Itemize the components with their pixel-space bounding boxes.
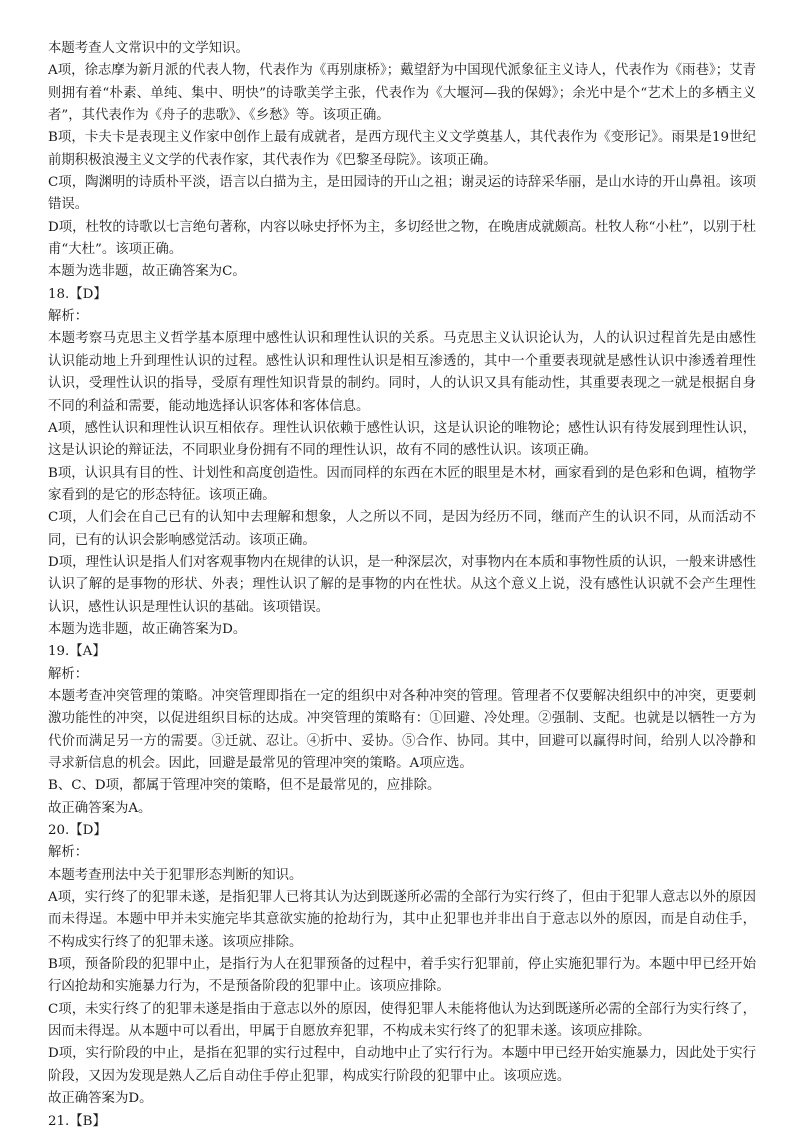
text-line: B项，预备阶段的犯罪中止，是指行为人在犯罪预备的过程中，着手实行犯罪前，停止实施犯罪行为。本题中甲已经开始行凶抢劫和实施暴力行为，不是预备阶段的犯罪中止。该项应排除。	[48, 957, 756, 995]
text-line: C项，人们会在自己已有的认知中去理解和想象，人之所以不同，是因为经历不同，继而产生的认识不同，从而活动不同，已有的认识会影响感觉活动。该项正确。	[48, 510, 756, 548]
text-line: D项，实行阶段的中止，是指在犯罪的实行过程中，自动地中止了实行行为。本题中甲已经开始实施暴力，因此处于实行阶段，又因为发现是熟人乙后自动住手停止犯罪，构成实行阶段的犯罪中止。该项应选。	[48, 1046, 756, 1084]
text-line: A项，实行终了的犯罪未遂，是指犯罪人已将其认为达到既遂所必需的全部行为实行终了，但由于犯罪人意志以外的原因而未得逞。本题中甲并未实施完毕其意欲实施的抢劫行为，其中止犯罪也并非出自于意志以外的原因，而是自动住手，不构成实行终了的犯罪未遂。该项应排除。	[48, 890, 756, 950]
text-line: 本题考察马克思主义哲学基本原理中感性认识和理性认识的关系。马克思主义认识论认为，人的认识过程首先是由感性认识能动地上升到理性认识的过程。感性认识和理性认识是相互渗透的，其中一个重要表现就是感性认识中渗透着理性认识，受理性认识的指导，受原有理性知识背景的制约。同时，人的认识又具有能动性，其重要表现之一就是根据自身不同的利益和需要，能动地选择认识客体和客体信息。	[48, 331, 756, 414]
question-number: 18.【D】	[48, 286, 107, 302]
text-line: B项，认识具有目的性、计划性和高度创造性。因而同样的东西在木匠的眼里是木材，画家看到的是色彩和色调，植物学家看到的是它的形态特征。该项正确。	[48, 465, 756, 503]
text-line: B项，卡夫卡是表现主义作家中创作上最有成就者，是西方现代主义文学奠基人，其代表作为《变形记》。雨果是19世纪前期积极浪漫主义文学的代表作家，其代表作为《巴黎圣母院》。该项正确。	[48, 130, 756, 168]
answer-line: 本题为选非题，故正确答案为C。	[48, 264, 246, 280]
text-line: D项，杜牧的诗歌以七言绝句著称，内容以咏史抒怀为主，多切经世之物，在晚唐成就颇高。杜牧人称“小杜”，以别于杜甫“大杜”。该项正确。	[48, 219, 756, 258]
text-line: A项，徐志摩为新月派的代表人物，代表作为《再别康桥》；戴望舒为中国现代派象征主义诗人，代表作为《雨巷》；艾青则拥有着“朴素、单纯、集中、明快”的诗歌美学主张，代表作为《大堰河—我的保姆》；余光中是个“艺术上的多栖主义者”，其代表作为《舟子的悲歌》、《乡愁》等。该项正确。	[48, 63, 756, 124]
question-number: 21.【B】	[48, 1113, 106, 1129]
text-line: 本题考查冲突管理的策略。冲突管理即指在一定的组织中对各种冲突的管理。管理者不仅要解决组织中的冲突，更要刺激功能性的冲突，以促进组织目标的达成。冲突管理的策略有：①回避、冷处理。②强制、支配。也就是以牺牲一方为代价而满足另一方的需要。③迁就、忍让。④折中、妥协。⑤合作、协同。其中，回避可以赢得时间，给别人以冷静和寻求新信息的机会。因此，回避是最常见的管理冲突的策略。A项应选。	[48, 688, 756, 771]
answer-line: 本题为选非题，故正确答案为D。	[48, 621, 247, 637]
text-line: 本题考查人文常识中的文学知识。	[48, 41, 249, 56]
question-number: 19.【A】	[48, 644, 106, 660]
answer-line: 故正确答案为A。	[48, 800, 152, 816]
text-line: A项，感性认识和理性认识互相依存。理性认识依赖于感性认识，这是认识论的唯物论；感性认识有待发展到理性认识，这是认识论的辩证法，不同职业身份拥有不同的理性认识，故有不同的感性认识。该项正确。	[48, 420, 756, 459]
text-line: 本题考查刑法中关于犯罪形态判断的知识。	[48, 867, 303, 883]
text-line: B、C、D项，都属于管理冲突的策略，但不是最常见的，应排除。	[48, 778, 441, 794]
analysis-label: 解析：	[48, 845, 89, 861]
analysis-label: 解析：	[48, 309, 89, 325]
analysis-label: 解析：	[48, 666, 89, 682]
answer-line: 故正确答案为D。	[48, 1091, 153, 1107]
text-line: C项，未实行终了的犯罪未遂是指由于意志以外的原因，使得犯罪人未能将他认为达到既遂所必需的全部行为实行终了，因而未得逞。从本题中可以看出，甲属于自愿放弃犯罪，不构成未实行终了的犯罪未遂。该项应排除。	[48, 1001, 756, 1040]
text-line: D项，理性认识是指人们对客观事物内在规律的认识，是一种深层次，对事物内在本质和事物性质的认识，一般来讲感性认识了解的是事物的形状、外表；理性认识了解的是事物的内在性状。从这个意义上说，没有感性认识就不会产生理性认识，感性认识是理性认识的基础。该项错误。	[48, 554, 756, 615]
text-line: C项，陶渊明的诗质朴平淡，语言以白描为主，是田园诗的开山之祖；谢灵运的诗辞采华丽，是山水诗的开山鼻祖。该项错误。	[48, 175, 756, 213]
question-number: 20.【D】	[48, 823, 107, 839]
